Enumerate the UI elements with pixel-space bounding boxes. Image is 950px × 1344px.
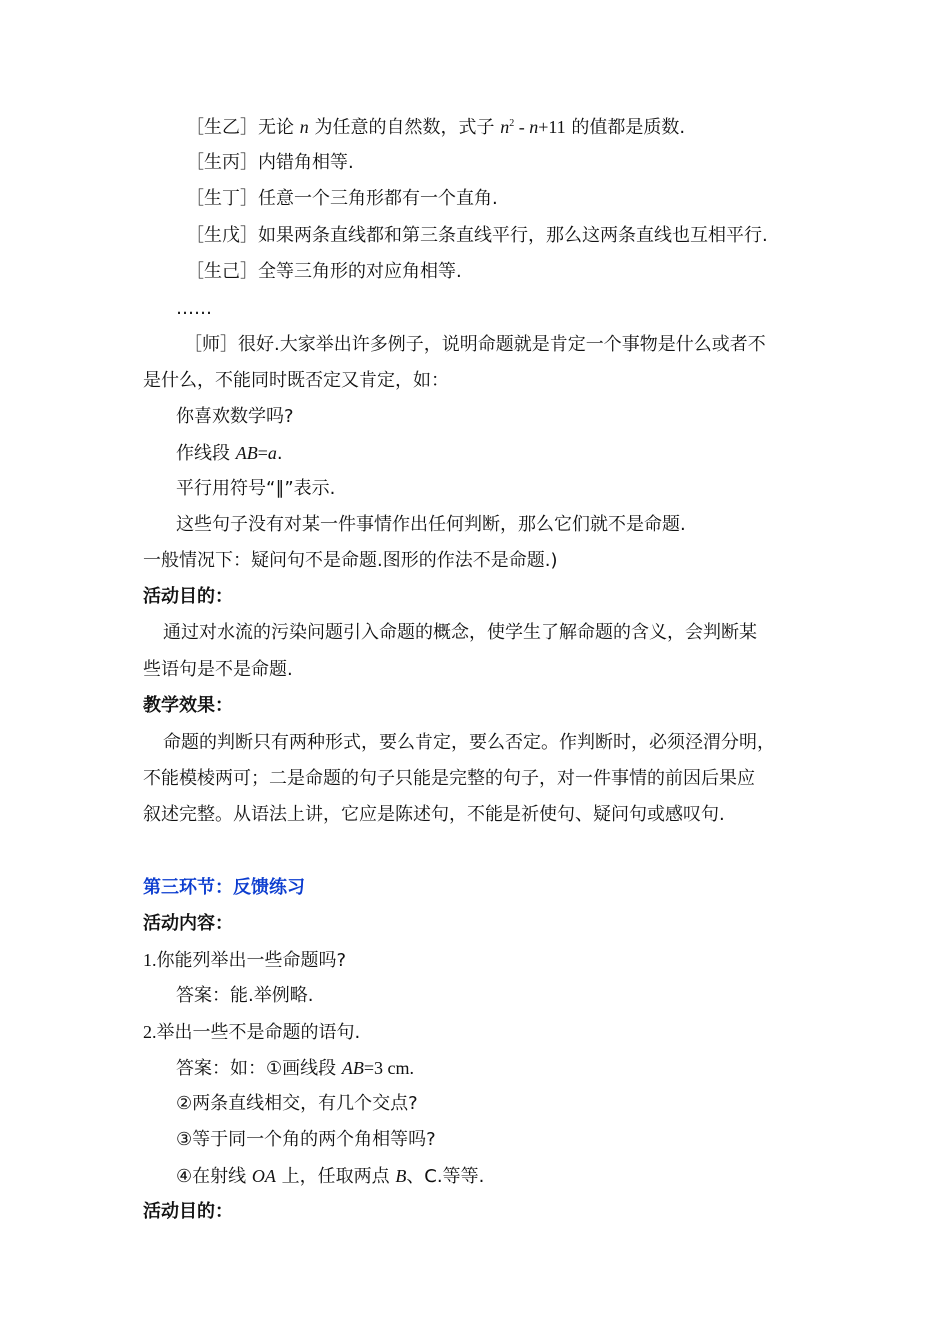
- text: 、C.等等.: [406, 1166, 485, 1187]
- item-number: 1.: [143, 950, 157, 970]
- exercise-1-answer: 答案：能.举例略.: [176, 985, 314, 1006]
- math-var: AB: [341, 1058, 364, 1078]
- general-rule-line: 一般情况下：疑问句不是命题.图形的作法不是命题.): [143, 550, 558, 571]
- math-var: a: [267, 443, 277, 463]
- ellipsis: ……: [176, 298, 212, 319]
- text: 为任意的自然数，式子: [308, 117, 501, 138]
- text: 的值都是质数.: [565, 117, 686, 138]
- section-title: 第三环节：反馈练习: [143, 877, 305, 898]
- student-wu-line: ［生戊］如果两条直线都和第三条直线平行，那么这两条直线也互相平行.: [186, 225, 768, 246]
- conclusion-line: 这些句子没有对某一件事情作出任何判断，那么它们就不是命题.: [176, 514, 686, 535]
- effect-text-2: 不能模棱两可；二是命题的句子只能是完整的句子，对一件事情的前因后果应: [143, 768, 755, 789]
- teacher-line-2: 是什么，不能同时既否定又肯定，如：: [143, 370, 449, 391]
- student-ji-line: ［生己］全等三角形的对应角相等.: [186, 261, 462, 282]
- effect-heading: 教学效果：: [143, 695, 233, 716]
- student-ding-line: ［生丁］任意一个三角形都有一个直角.: [186, 188, 498, 209]
- exercise-1: [143, 948, 346, 973]
- math-op: -: [514, 117, 530, 137]
- text: 答案：如：①画线段: [176, 1058, 342, 1079]
- exercise-2-answer-4: [176, 1164, 484, 1189]
- example-construction: [176, 441, 283, 466]
- text: 举出一些不是命题的语句.: [156, 1022, 361, 1043]
- item-number: 2.: [143, 1022, 157, 1042]
- math-const: =3 cm.: [363, 1058, 415, 1078]
- purpose-text-1: 通过对水流的污染问题引入命题的概念，使学生了解命题的含义，会判断某: [163, 622, 757, 643]
- content-heading: 活动内容：: [143, 913, 233, 934]
- purpose-heading-2: 活动目的：: [143, 1201, 233, 1222]
- math-op: =: [257, 443, 268, 463]
- exercise-2-answer-3: ③等于同一个角的两个角相等吗?: [176, 1129, 436, 1150]
- example-symbol: 平行用符号“∥”表示.: [176, 478, 336, 499]
- exercise-2: [143, 1020, 360, 1045]
- math-var: n: [500, 117, 510, 137]
- text: 作线段: [176, 443, 236, 464]
- student-bing-line: ［生丙］内错角相等.: [186, 152, 354, 173]
- math-var: n: [529, 117, 539, 137]
- exercise-2-answer-1: [176, 1056, 414, 1081]
- student-yi-line: [186, 115, 685, 140]
- math-const: +11: [538, 117, 566, 137]
- effect-text-1: 命题的判断只有两种形式，要么肯定，要么否定。作判断时，必须泾渭分明，: [163, 732, 775, 753]
- purpose-text-2: 些语句是不是命题.: [143, 659, 293, 680]
- teacher-line-1: ［师］很好.大家举出许多例子，说明命题就是肯定一个事物是什么或者不: [184, 334, 766, 355]
- purpose-heading: 活动目的：: [143, 586, 233, 607]
- math-var: OA: [251, 1166, 276, 1186]
- exercise-2-answer-2: ②两条直线相交，有几个交点?: [176, 1093, 418, 1114]
- text: 上，任取两点: [275, 1166, 396, 1187]
- effect-text-3: 叙述完整。从语法上讲，它应是陈述句，不能是祈使句、疑问句或感叹句.: [143, 804, 725, 825]
- math-var: AB: [235, 443, 258, 463]
- text: 你能列举出一些命题吗?: [156, 950, 347, 971]
- math-var: B: [395, 1166, 407, 1186]
- math-exponent: 2: [509, 118, 515, 129]
- text: ④在射线: [176, 1166, 252, 1187]
- math-var: n: [299, 117, 309, 137]
- text: ［生乙］无论: [186, 117, 300, 138]
- example-question: 你喜欢数学吗?: [176, 406, 294, 427]
- text: .: [276, 443, 283, 464]
